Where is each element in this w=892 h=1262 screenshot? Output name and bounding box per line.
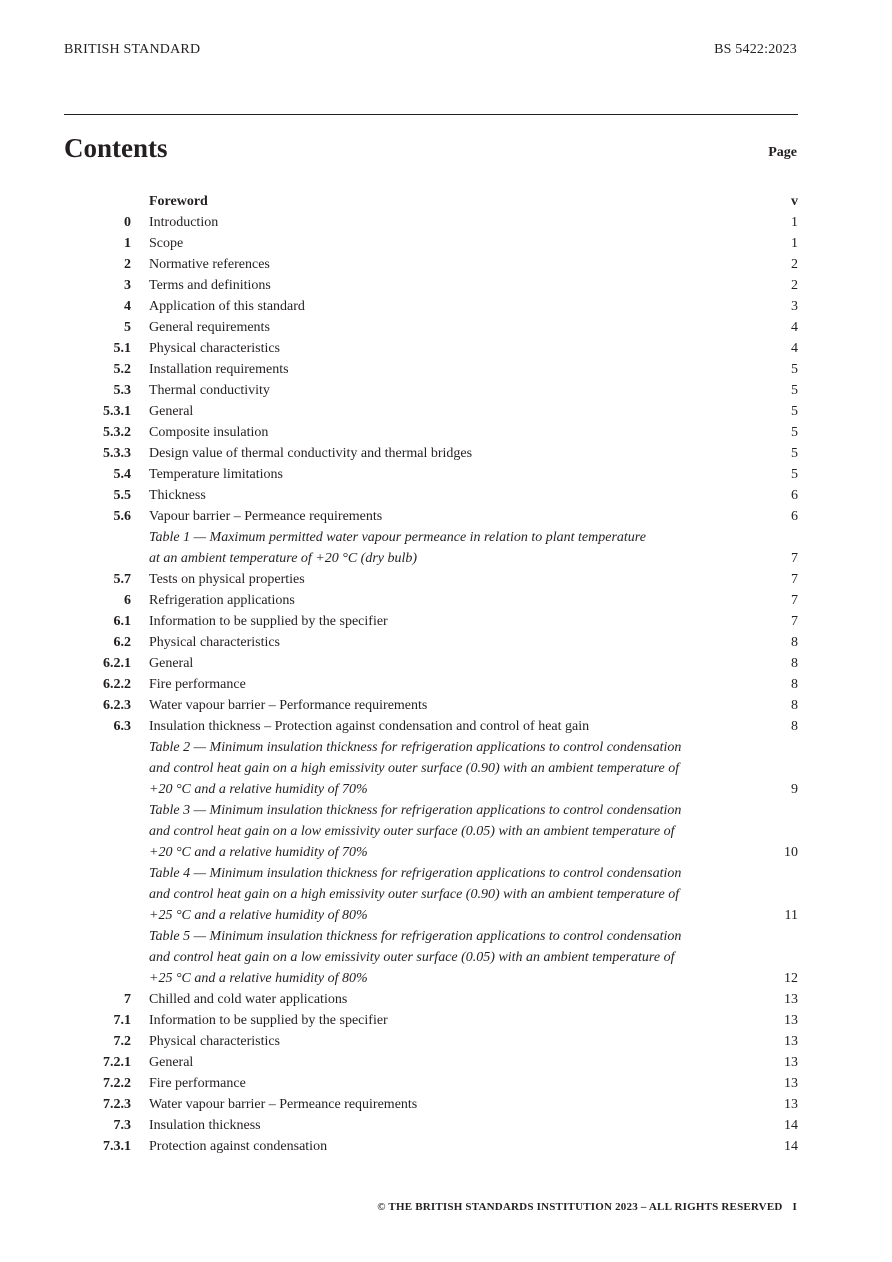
toc-entry-page: 14: [784, 1139, 798, 1154]
toc-entry[interactable]: [64, 569, 798, 590]
toc-entry-title: Installation requirements: [149, 362, 289, 377]
toc-entry-title: Water vapour barrier – Performance requirements: [149, 698, 428, 713]
toc-entry-page: 8: [791, 719, 798, 734]
toc-entry-title: Temperature limitations: [149, 467, 283, 482]
toc-entry[interactable]: [64, 191, 798, 212]
toc-table-caption-line: Table 3 — Minimum insulation thickness for refrigeration applications to control condensation: [149, 803, 682, 818]
toc-table-caption-line: Table 5 — Minimum insulation thickness for refrigeration applications to control condensation: [149, 929, 682, 944]
toc-entry-title: Fire performance: [149, 1076, 246, 1091]
toc-entry-page: 6: [791, 509, 798, 524]
toc-entry-page: 1: [791, 215, 798, 230]
toc-entry-title: [149, 737, 738, 800]
toc-entry-number: 5.7: [113, 572, 131, 587]
toc-table-caption-line: and control heat gain on a low emissivity outer surface (0.05) with an ambient temperature of: [149, 950, 675, 965]
header-document-number: BS 5422:2023: [714, 42, 797, 57]
toc-entry-page: 5: [791, 446, 798, 461]
toc-entry-title: Physical characteristics: [149, 635, 281, 650]
toc-entry-page: 8: [791, 698, 798, 713]
toc-entry-page: 7: [791, 593, 798, 608]
toc-table-caption-line: Table 1 — Maximum permitted water vapour permeance in relation to plant temperature: [149, 530, 646, 545]
toc-entry[interactable]: [64, 590, 798, 611]
toc-entry[interactable]: [64, 275, 798, 296]
toc-table-entry[interactable]: [64, 737, 798, 800]
toc-entry-title: Water vapour barrier – Permeance requirements: [149, 1097, 418, 1112]
toc-table-caption-line: Table 4 — Minimum insulation thickness for refrigeration applications to control condensation: [149, 866, 682, 881]
toc-entry-number: 7: [124, 992, 131, 1007]
toc-table-entry[interactable]: [64, 863, 798, 926]
toc-entry-page: v: [791, 194, 798, 209]
toc-entry[interactable]: [64, 296, 798, 317]
toc-table-caption-line: at an ambient temperature of +20 °C (dry bulb): [149, 551, 418, 566]
toc-entry[interactable]: [64, 716, 798, 737]
toc-entry-number: 5: [124, 320, 131, 335]
toc-table-caption-line: and control heat gain on a high emissivity outer surface (0.90) with an ambient temperature of: [149, 887, 680, 902]
toc-entry-number: 7.3: [113, 1118, 131, 1133]
header-divider: [64, 114, 798, 115]
toc-entry-number: 1: [124, 236, 131, 251]
toc-entry-number: 6.2.2: [103, 677, 131, 692]
toc-entry[interactable]: [64, 1094, 798, 1115]
toc-entry-page: 2: [791, 278, 798, 293]
toc-entry[interactable]: [64, 212, 798, 233]
toc-entry-title: Insulation thickness: [149, 1118, 261, 1133]
toc-entry-number: 3: [124, 278, 131, 293]
toc-entry-page: 13: [784, 992, 798, 1007]
toc-entry-number: 7.2.2: [103, 1076, 131, 1091]
toc-table-entry[interactable]: [64, 527, 798, 569]
toc-entry-number: 6.3: [113, 719, 131, 734]
toc-entry-title: Composite insulation: [149, 425, 269, 440]
toc-entry-page: 7: [791, 551, 798, 566]
toc-table-caption-line: +25 °C and a relative humidity of 80%: [149, 908, 368, 923]
header-standard-label: BRITISH STANDARD: [64, 42, 201, 57]
toc-entry-number: 5.2: [113, 362, 131, 377]
toc-entry-number: 6.2: [113, 635, 131, 650]
toc-entry-number: 6.2.1: [103, 656, 131, 671]
toc-entry-page: 13: [784, 1013, 798, 1028]
toc-entry-title: Normative references: [149, 257, 270, 272]
toc-entry-page: 4: [791, 341, 798, 356]
toc-entry[interactable]: [64, 338, 798, 359]
toc-entry-title: Chilled and cold water applications: [149, 992, 348, 1007]
toc-entry-number: 7.3.1: [103, 1139, 131, 1154]
toc-entry[interactable]: [64, 422, 798, 443]
toc-entry-page: 5: [791, 362, 798, 377]
table-of-contents: [64, 191, 798, 1157]
toc-entry-title: [149, 926, 738, 989]
toc-entry-title: Introduction: [149, 215, 219, 230]
toc-entry-number: 5.5: [113, 488, 131, 503]
toc-entry-number: 7.2.3: [103, 1097, 131, 1112]
toc-entry-number: 5.3.2: [103, 425, 131, 440]
toc-entry-title: [149, 527, 738, 569]
footer-page-number: I: [792, 1201, 797, 1213]
toc-entry[interactable]: [64, 506, 798, 527]
toc-entry-title: Vapour barrier – Permeance requirements: [149, 509, 383, 524]
toc-entry-title: Refrigeration applications: [149, 593, 295, 608]
toc-entry-number: 4: [124, 299, 131, 314]
toc-entry-page: 2: [791, 257, 798, 272]
toc-entry-title: Tests on physical properties: [149, 572, 305, 587]
toc-entry-number: 6: [124, 593, 131, 608]
toc-entry[interactable]: [64, 233, 798, 254]
toc-entry-page: 7: [791, 572, 798, 587]
toc-entry-page: 8: [791, 635, 798, 650]
toc-entry[interactable]: [64, 695, 798, 716]
page-title: Contents: [64, 133, 168, 163]
toc-entry[interactable]: [64, 611, 798, 632]
toc-table-caption-line: and control heat gain on a high emissivity outer surface (0.90) with an ambient temperature of: [149, 761, 680, 776]
toc-entry-title: Thickness: [149, 488, 206, 503]
toc-entry-number: 0: [124, 215, 131, 230]
toc-entry[interactable]: [64, 1010, 798, 1031]
toc-entry-number: 7.2: [113, 1034, 131, 1049]
toc-entry[interactable]: [64, 485, 798, 506]
toc-entry-title: Terms and definitions: [149, 278, 271, 293]
toc-entry-title: Physical characteristics: [149, 1034, 281, 1049]
toc-entry-page: 5: [791, 467, 798, 482]
toc-entry-title: Information to be supplied by the specifier: [149, 614, 388, 629]
toc-entry-page: 11: [784, 908, 798, 923]
toc-entry-page: 12: [784, 971, 798, 986]
toc-entry-title: Information to be supplied by the specifier: [149, 1013, 388, 1028]
toc-entry-title: General: [149, 404, 194, 419]
toc-entry-page: 13: [784, 1034, 798, 1049]
footer: [377, 1201, 797, 1213]
toc-entry-number: 5.6: [113, 509, 131, 524]
toc-table-caption-line: +20 °C and a relative humidity of 70%: [149, 845, 368, 860]
toc-entry-page: 6: [791, 488, 798, 503]
toc-entry-page: 5: [791, 404, 798, 419]
toc-table-caption-line: and control heat gain on a low emissivity outer surface (0.05) with an ambient temperature of: [149, 824, 675, 839]
toc-entry-page: 14: [784, 1118, 798, 1133]
toc-entry[interactable]: [64, 653, 798, 674]
toc-entry-page: 13: [784, 1097, 798, 1112]
toc-entry-page: 9: [791, 782, 798, 797]
toc-entry-number: 7.2.1: [103, 1055, 131, 1070]
toc-entry-title: General requirements: [149, 320, 270, 335]
toc-table-entry[interactable]: [64, 926, 798, 989]
toc-entry-title: [149, 800, 738, 863]
toc-entry-page: 13: [784, 1076, 798, 1091]
toc-entry-page: 13: [784, 1055, 798, 1070]
toc-entry-title: Thermal conductivity: [149, 383, 270, 398]
toc-entry[interactable]: [64, 1031, 798, 1052]
toc-entry-title: General: [149, 656, 194, 671]
toc-entry[interactable]: [64, 443, 798, 464]
toc-entry-page: 3: [791, 299, 798, 314]
toc-entry[interactable]: [64, 1136, 798, 1157]
toc-entry-number: 2: [124, 257, 131, 272]
toc-entry-title: Physical characteristics: [149, 341, 281, 356]
toc-entry-title: General: [149, 1055, 194, 1070]
toc-entry[interactable]: [64, 632, 798, 653]
toc-entry-number: 5.3.3: [103, 446, 131, 461]
toc-entry-title: [149, 863, 738, 926]
toc-table-caption-line: +25 °C and a relative humidity of 80%: [149, 971, 368, 986]
toc-entry-title: Insulation thickness – Protection against condensation and control of heat gain: [149, 719, 590, 734]
toc-entry[interactable]: [64, 401, 798, 422]
toc-entry-page: 8: [791, 656, 798, 671]
toc-entry[interactable]: [64, 380, 798, 401]
toc-entry[interactable]: [64, 1052, 798, 1073]
toc-entry-number: 5.1: [113, 341, 131, 356]
toc-entry-number: 5.4: [113, 467, 131, 482]
toc-entry-title: Design value of thermal conductivity and thermal bridges: [149, 446, 473, 461]
toc-entry-page: 1: [791, 236, 798, 251]
toc-entry[interactable]: [64, 1115, 798, 1136]
toc-entry-title: Fire performance: [149, 677, 246, 692]
toc-entry-title: Protection against condensation: [149, 1139, 328, 1154]
toc-entry[interactable]: [64, 254, 798, 275]
toc-entry-number: 5.3: [113, 383, 131, 398]
toc-entry-page: 7: [791, 614, 798, 629]
page-column-label: Page: [768, 145, 797, 160]
footer-copyright: © THE BRITISH STANDARDS INSTITUTION 2023 – ALL RIGHTS RESERVED: [377, 1201, 783, 1213]
toc-entry[interactable]: [64, 464, 798, 485]
toc-entry-number: 7.1: [113, 1013, 131, 1028]
toc-entry-title: Foreword: [149, 194, 208, 209]
toc-entry-page: 5: [791, 383, 798, 398]
toc-entry-page: 10: [784, 845, 798, 860]
toc-entry-number: 5.3.1: [103, 404, 131, 419]
toc-entry-number: 6.2.3: [103, 698, 131, 713]
toc-entry-title: Scope: [149, 236, 184, 251]
toc-entry-title: Application of this standard: [149, 299, 305, 314]
toc-entry[interactable]: [64, 674, 798, 695]
toc-entry-page: 5: [791, 425, 798, 440]
toc-entry-page: 8: [791, 677, 798, 692]
toc-entry-page: 4: [791, 320, 798, 335]
toc-entry[interactable]: [64, 1073, 798, 1094]
toc-entry[interactable]: [64, 989, 798, 1010]
toc-table-caption-line: Table 2 — Minimum insulation thickness for refrigeration applications to control condensation: [149, 740, 682, 755]
toc-entry[interactable]: [64, 359, 798, 380]
toc-table-caption-line: +20 °C and a relative humidity of 70%: [149, 782, 368, 797]
toc-table-entry[interactable]: [64, 800, 798, 863]
toc-entry-number: 6.1: [113, 614, 131, 629]
toc-entry[interactable]: [64, 317, 798, 338]
